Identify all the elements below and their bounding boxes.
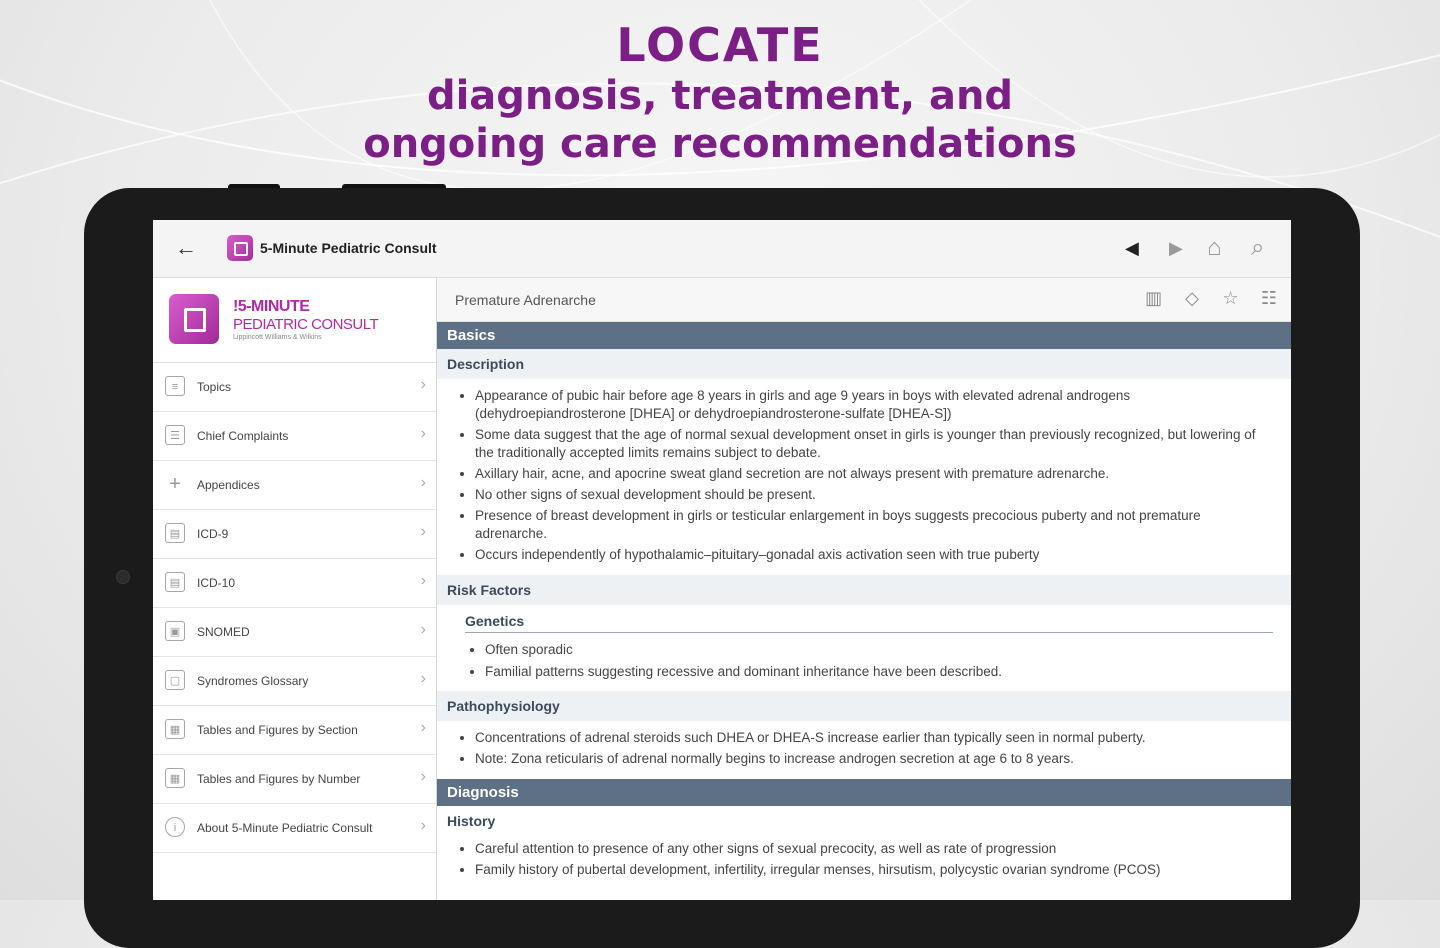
- star-icon[interactable]: ☆: [1222, 288, 1239, 308]
- notes-icon[interactable]: ▥: [1145, 288, 1163, 308]
- list-item: • Appearance of pubic hair before age 8 years in girls and age 9 years in boys with elevated adrenal androgens (dehydroepiandrosterone [DHEA] or dehydroepiandrosterone-sulfate [DHEA-S]): [475, 387, 1261, 423]
- genetics-list: [437, 633, 1291, 691]
- sidebar-item-icd-10[interactable]: [153, 559, 436, 608]
- info-icon: i: [165, 817, 185, 837]
- list-item: • Axillary hair, acne, and apocrine sweat gland secretion are not always present with premature adrenarche.: [475, 465, 1261, 483]
- sidebar-item-topics[interactable]: [153, 363, 436, 412]
- list-item: • Familial patterns suggesting recessive and dominant inheritance have been described.: [485, 663, 1261, 681]
- subsection-pathophysiology: Pathophysiology: [437, 691, 1291, 721]
- topic-title: Premature Adrenarche: [455, 292, 596, 308]
- sidebar-item-label: ICD-9: [197, 527, 229, 541]
- headline-subtitle-1: diagnosis, treatment, and: [426, 73, 1014, 119]
- app-screen: [153, 220, 1291, 900]
- list-icon: ≡: [165, 376, 185, 396]
- list-item: • Presence of breast development in girls or testicular enlargement in boys suggests precocious puberty and not premature adrenarche.: [475, 507, 1261, 543]
- sidebar-item-appendices[interactable]: [153, 461, 436, 510]
- sidebar-item-label: Tables and Figures by Section: [197, 723, 358, 737]
- sidebar-item-label: Appendices: [197, 478, 260, 492]
- list-item: • Note: Zona reticularis of adrenal normally begins to increase androgen secretion at age 6 to 8 years.: [475, 750, 1261, 768]
- plus-icon: +: [169, 473, 181, 495]
- sidebar-item-snomed[interactable]: [153, 608, 436, 657]
- subsection-genetics: Genetics: [465, 613, 1273, 633]
- sidebar-item-icd-9[interactable]: [153, 510, 436, 559]
- app-logo-icon: [169, 294, 219, 344]
- section-header-basics[interactable]: Basics: [437, 322, 1291, 349]
- chevron-right-icon: ›: [420, 621, 426, 638]
- chevron-right-icon: ›: [420, 474, 426, 491]
- outline-list-icon[interactable]: ☷: [1260, 288, 1278, 308]
- chevron-right-icon: ›: [420, 670, 426, 687]
- history-list: [437, 836, 1291, 890]
- sidebar-item-chief-complaints[interactable]: [153, 412, 436, 461]
- list-item: • No other signs of sexual development should be present.: [475, 486, 1261, 504]
- chevron-right-icon: ›: [420, 376, 426, 393]
- sidebar-item-label: Topics: [197, 380, 232, 394]
- sidebar-item-tables-by-section[interactable]: [153, 706, 436, 755]
- sidebar-item-syndromes-glossary[interactable]: [153, 657, 436, 706]
- list-item: • Concentrations of adrenal steroids such DHEA or DHEA-S increase earlier than typically seen in normal puberty.: [475, 729, 1261, 747]
- subsection-history: History: [437, 806, 1291, 836]
- headline-title: LOCATE: [616, 18, 824, 72]
- headline-subtitle-2: ongoing care recommendations: [363, 121, 1077, 167]
- list-item: • Occurs independently of hypothalamic–pituitary–gonadal axis activation seen with true puberty: [475, 546, 1261, 564]
- clipboard-icon: ▤: [165, 572, 185, 592]
- topic-actions: [1134, 288, 1283, 309]
- app-title: 5-Minute Pediatric Consult: [260, 240, 437, 256]
- sidebar-item-about[interactable]: [153, 804, 436, 853]
- logo-text: !5-MINUTE: [233, 298, 310, 315]
- list-item: • Careful attention to presence of any other signs of sexual precocity, as well as rate of progression: [475, 840, 1261, 858]
- description-list: [437, 379, 1291, 575]
- sidebar-item-label: Chief Complaints: [197, 429, 289, 443]
- chat-icon: ☰: [165, 425, 185, 445]
- chevron-right-icon: ›: [420, 425, 426, 442]
- sidebar-menu: [153, 362, 436, 853]
- sidebar-item-label: About 5-Minute Pediatric Consult: [197, 821, 373, 835]
- promo-headline: [0, 18, 1440, 168]
- app-icon: [227, 235, 253, 261]
- logo-publisher: Lippincott Williams & Wilkins: [233, 334, 322, 341]
- section-header-diagnosis[interactable]: Diagnosis: [437, 779, 1291, 806]
- database-icon: ▣: [165, 621, 185, 641]
- list-item: • Often sporadic: [485, 641, 1261, 659]
- table-icon: ▦: [165, 719, 185, 739]
- chevron-right-icon: ›: [420, 768, 426, 785]
- list-item: • Family history of pubertal development, infertility, irregular menses, hirsutism, polycystic ovarian syndrome (PCOS): [475, 861, 1261, 879]
- back-arrow-icon[interactable]: ←: [175, 235, 197, 260]
- topic-header: [437, 278, 1291, 322]
- app-toolbar: [153, 220, 1291, 278]
- tag-icon[interactable]: ◇: [1185, 288, 1200, 308]
- tablet-camera: [116, 570, 130, 584]
- logo-text: PEDIATRIC CONSULT: [233, 316, 379, 333]
- pathophysiology-list: [437, 721, 1291, 779]
- next-icon[interactable]: ▶: [1169, 238, 1183, 258]
- sidebar-item-label: SNOMED: [197, 625, 250, 639]
- search-icon[interactable]: ⌕: [1251, 234, 1265, 261]
- chevron-right-icon: ›: [420, 523, 426, 540]
- subsection-description: Description: [437, 349, 1291, 379]
- previous-icon[interactable]: ◀: [1125, 238, 1139, 258]
- sidebar-item-label: Syndromes Glossary: [197, 674, 309, 688]
- sidebar: [153, 278, 437, 900]
- chevron-right-icon: ›: [420, 817, 426, 834]
- list-item: • Some data suggest that the age of normal sexual development onset in girls is younger than previously recognized, but lowering of the traditionally accepted limits remains subject to debate.: [475, 426, 1261, 462]
- clipboard-icon: ▤: [165, 523, 185, 543]
- home-icon[interactable]: ⌂: [1207, 234, 1222, 261]
- sidebar-item-label: ICD-10: [197, 576, 236, 590]
- sidebar-item-label: Tables and Figures by Number: [197, 772, 361, 786]
- table-icon: ▦: [165, 768, 185, 788]
- topic-content: [437, 278, 1291, 900]
- chevron-right-icon: ›: [420, 572, 426, 589]
- book-icon: ▢: [165, 670, 185, 690]
- sidebar-item-tables-by-number[interactable]: [153, 755, 436, 804]
- chevron-right-icon: ›: [420, 719, 426, 736]
- subsection-risk-factors: Risk Factors: [437, 575, 1291, 605]
